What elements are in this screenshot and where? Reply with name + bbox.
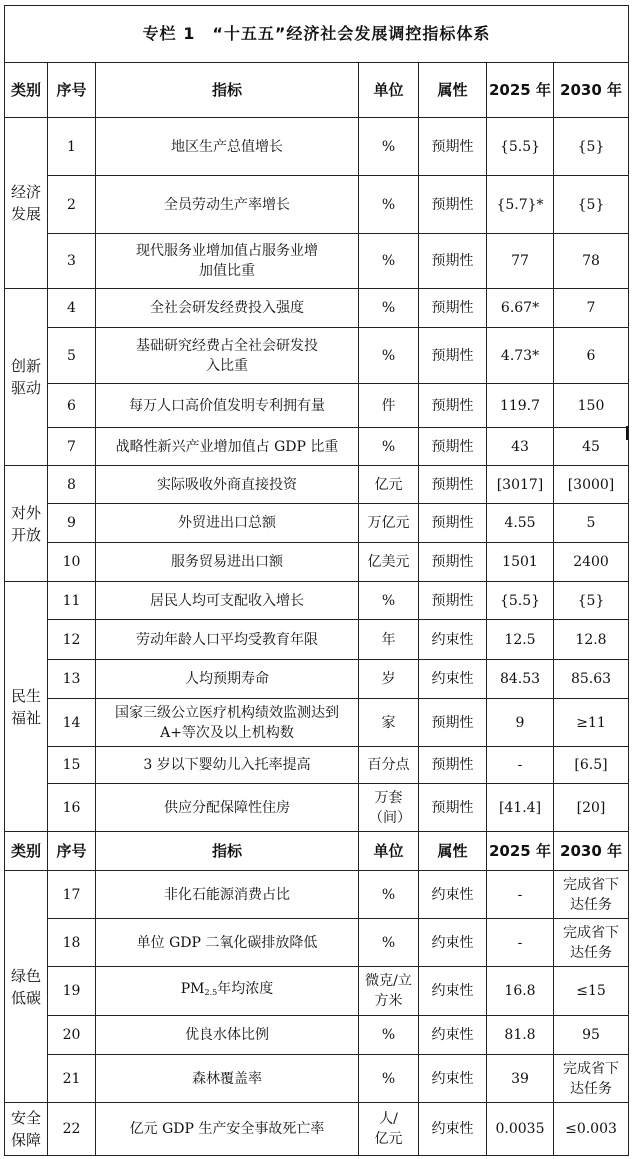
- row-indicator: 外贸进出口总额: [96, 504, 359, 543]
- row-2025: 77: [487, 234, 554, 289]
- row-2025: 1501: [487, 543, 554, 582]
- row-no: 16: [48, 784, 96, 832]
- row-indicator: 森林覆盖率: [96, 1055, 359, 1103]
- row-2030: {5}: [554, 582, 629, 620]
- table-row: [5, 871, 629, 919]
- row-attr: 约束性: [419, 660, 487, 699]
- header-indicator: 指标: [96, 832, 359, 871]
- table-row: [5, 176, 629, 234]
- row-no: 12: [48, 620, 96, 660]
- row-2025: {5.5}: [487, 118, 554, 176]
- header-2025: 2025 年: [487, 832, 554, 871]
- row-no: 4: [48, 289, 96, 328]
- row-2025: 9: [487, 699, 554, 747]
- table-row: [5, 784, 629, 832]
- row-indicator: 现代服务业增加值占服务业增加值比重: [96, 234, 359, 289]
- header-2030: 2030 年: [554, 63, 629, 118]
- row-attr: 预期性: [419, 747, 487, 784]
- row-indicator: 国家三级公立医疗机构绩效监测达到 A+等次及以上机构数: [96, 699, 359, 747]
- table-row: [5, 504, 629, 543]
- row-2025: -: [487, 871, 554, 919]
- row-unit: 百分点: [359, 747, 419, 784]
- row-indicator: 供应分配保障性住房: [96, 784, 359, 832]
- row-no: 11: [48, 582, 96, 620]
- row-indicator: 实际吸收外商直接投资: [96, 466, 359, 504]
- row-unit: %: [359, 1016, 419, 1055]
- table-row: [5, 1103, 629, 1156]
- row-attr: 预期性: [419, 118, 487, 176]
- pm-tail: 年均浓度: [217, 981, 274, 997]
- row-indicator: 优良水体比例: [96, 1016, 359, 1055]
- row-indicator: 居民人均可支配收入增长: [96, 582, 359, 620]
- row-unit: 万亿元: [359, 504, 419, 543]
- table-row: [5, 289, 629, 328]
- header-attr: 属性: [419, 63, 487, 118]
- row-attr: 约束性: [419, 871, 487, 919]
- table-row: [5, 919, 629, 967]
- row-no: 2: [48, 176, 96, 234]
- row-unit: %: [359, 582, 419, 620]
- header-indicator: 指标: [96, 63, 359, 118]
- row-2030: 5: [554, 504, 629, 543]
- row-unit: %: [359, 176, 419, 234]
- row-2025: 0.0035: [487, 1103, 554, 1156]
- table-row: [5, 118, 629, 176]
- row-2030: 完成省下达任务: [554, 919, 629, 967]
- row-indicator: 地区生产总值增长: [96, 118, 359, 176]
- category-safety: 安全保障: [5, 1103, 48, 1156]
- row-attr: 预期性: [419, 384, 487, 428]
- row-2025: 16.8: [487, 967, 554, 1016]
- row-attr: 约束性: [419, 1055, 487, 1103]
- row-attr: 预期性: [419, 784, 487, 832]
- row-2030: 完成省下达任务: [554, 871, 629, 919]
- category-welfare: 民生福祉: [5, 582, 48, 832]
- row-no: 7: [48, 428, 96, 466]
- row-2025: 39: [487, 1055, 554, 1103]
- row-2030: ≤15: [554, 967, 629, 1016]
- text-cursor: [626, 426, 628, 440]
- row-unit: 件: [359, 384, 419, 428]
- header-no: 序号: [48, 63, 96, 118]
- row-attr: 预期性: [419, 428, 487, 466]
- row-2030: 95: [554, 1016, 629, 1055]
- table-row: [5, 428, 629, 466]
- row-no: 17: [48, 871, 96, 919]
- row-unit: %: [359, 118, 419, 176]
- row-unit: %: [359, 328, 419, 384]
- row-indicator: 亿元 GDP 生产安全事故死亡率: [96, 1103, 359, 1156]
- row-2025: -: [487, 919, 554, 967]
- row-attr: 约束性: [419, 1103, 487, 1156]
- row-2030: [6.5]: [554, 747, 629, 784]
- header-2030: 2030 年: [554, 832, 629, 871]
- row-indicator: 全员劳动生产率增长: [96, 176, 359, 234]
- table-row: [5, 660, 629, 699]
- row-2030: 2400: [554, 543, 629, 582]
- table-row: [5, 967, 629, 1016]
- row-no: 5: [48, 328, 96, 384]
- row-indicator: 全社会研发经费投入强度: [96, 289, 359, 328]
- row-2030: ≥11: [554, 699, 629, 747]
- row-2030: ≤0.003: [554, 1103, 629, 1156]
- header-2025: 2025 年: [487, 63, 554, 118]
- row-2030: 7: [554, 289, 629, 328]
- row-2030: 12.8: [554, 620, 629, 660]
- row-2030: {5}: [554, 118, 629, 176]
- table-row: [5, 234, 629, 289]
- row-2025: 81.8: [487, 1016, 554, 1055]
- row-no: 8: [48, 466, 96, 504]
- table-row: [5, 1016, 629, 1055]
- row-no: 1: [48, 118, 96, 176]
- row-attr: 预期性: [419, 504, 487, 543]
- row-no: 15: [48, 747, 96, 784]
- row-unit: %: [359, 1055, 419, 1103]
- category-econ: 经济发展: [5, 118, 48, 289]
- row-indicator: 人均预期寿命: [96, 660, 359, 699]
- table-row: [5, 1055, 629, 1103]
- row-2025: 4.55: [487, 504, 554, 543]
- row-attr: 预期性: [419, 328, 487, 384]
- row-indicator: 服务贸易进出口额: [96, 543, 359, 582]
- row-2025: 12.5: [487, 620, 554, 660]
- table-row: [5, 620, 629, 660]
- row-2025: -: [487, 747, 554, 784]
- row-unit: %: [359, 234, 419, 289]
- table-row: [5, 582, 629, 620]
- row-unit: 万套（间）: [359, 784, 419, 832]
- row-attr: 预期性: [419, 543, 487, 582]
- row-no: 20: [48, 1016, 96, 1055]
- row-2025: [41.4]: [487, 784, 554, 832]
- table-title: 专栏 1 “十五五”经济社会发展调控指标体系: [5, 6, 629, 63]
- header-no: 序号: [48, 832, 96, 871]
- row-indicator: 战略性新兴产业增加值占 GDP 比重: [96, 428, 359, 466]
- row-attr: 约束性: [419, 620, 487, 660]
- row-attr: 预期性: [419, 176, 487, 234]
- row-no: 13: [48, 660, 96, 699]
- table-row: [5, 384, 629, 428]
- category-innov: 创新驱动: [5, 289, 48, 466]
- row-2030: [20]: [554, 784, 629, 832]
- row-2030: [3000]: [554, 466, 629, 504]
- row-no: 18: [48, 919, 96, 967]
- row-attr: 约束性: [419, 919, 487, 967]
- header-category: 类别: [5, 63, 48, 118]
- row-2030: 78: [554, 234, 629, 289]
- category-green: 绿色低碳: [5, 871, 48, 1103]
- row-2030: {5}: [554, 176, 629, 234]
- table-row: [5, 543, 629, 582]
- row-indicator: 非化石能源消费占比: [96, 871, 359, 919]
- row-unit: %: [359, 289, 419, 328]
- row-2025: [3017]: [487, 466, 554, 504]
- header-row: [5, 63, 629, 118]
- row-2030: 6: [554, 328, 629, 384]
- row-no: 6: [48, 384, 96, 428]
- row-unit: %: [359, 919, 419, 967]
- row-2025: {5.7}*: [487, 176, 554, 234]
- table-row: [5, 747, 629, 784]
- row-2025: 84.53: [487, 660, 554, 699]
- row-unit: 亿美元: [359, 543, 419, 582]
- row-no: 14: [48, 699, 96, 747]
- row-indicator: [96, 967, 359, 1016]
- row-attr: 预期性: [419, 289, 487, 328]
- row-2030: 完成省下达任务: [554, 1055, 629, 1103]
- table-row: [5, 466, 629, 504]
- row-unit: %: [359, 871, 419, 919]
- row-2025: 43: [487, 428, 554, 466]
- row-attr: 预期性: [419, 234, 487, 289]
- row-attr: 预期性: [419, 466, 487, 504]
- header-category: 类别: [5, 832, 48, 871]
- pm-subscript: 2.5: [204, 988, 218, 997]
- row-2030: 45: [554, 428, 629, 466]
- row-unit: 微克/立方米: [359, 967, 419, 1016]
- row-indicator: 劳动年龄人口平均受教育年限: [96, 620, 359, 660]
- row-no: 10: [48, 543, 96, 582]
- row-no: 21: [48, 1055, 96, 1103]
- row-unit: 家: [359, 699, 419, 747]
- row-unit: 年: [359, 620, 419, 660]
- row-indicator: 单位 GDP 二氧化碳排放降低: [96, 919, 359, 967]
- row-2025: 119.7: [487, 384, 554, 428]
- row-attr: 约束性: [419, 967, 487, 1016]
- indicator-table: [4, 5, 629, 1156]
- row-indicator: 基础研究经费占全社会研发投入比重: [96, 328, 359, 384]
- category-open: 对外开放: [5, 466, 48, 582]
- row-no: 19: [48, 967, 96, 1016]
- row-2030: 150: [554, 384, 629, 428]
- row-no: 3: [48, 234, 96, 289]
- row-no: 9: [48, 504, 96, 543]
- row-attr: 预期性: [419, 699, 487, 747]
- header-unit: 单位: [359, 832, 419, 871]
- row-2030: 85.63: [554, 660, 629, 699]
- row-unit: 亿元: [359, 466, 419, 504]
- table-row: [5, 699, 629, 747]
- row-no: 22: [48, 1103, 96, 1156]
- row-indicator: 3 岁以下婴幼儿入托率提高: [96, 747, 359, 784]
- row-unit: 人/亿元: [359, 1103, 419, 1156]
- row-attr: 约束性: [419, 1016, 487, 1055]
- row-unit: %: [359, 428, 419, 466]
- header-attr: 属性: [419, 832, 487, 871]
- row-2025: 4.73*: [487, 328, 554, 384]
- header-row-repeat: [5, 832, 629, 871]
- row-2025: 6.67*: [487, 289, 554, 328]
- row-unit: 岁: [359, 660, 419, 699]
- header-unit: 单位: [359, 63, 419, 118]
- row-attr: 预期性: [419, 582, 487, 620]
- row-indicator: 每万人口高价值发明专利拥有量: [96, 384, 359, 428]
- table-row: [5, 328, 629, 384]
- row-2025: {5.5}: [487, 582, 554, 620]
- pm-label: PM: [180, 981, 205, 997]
